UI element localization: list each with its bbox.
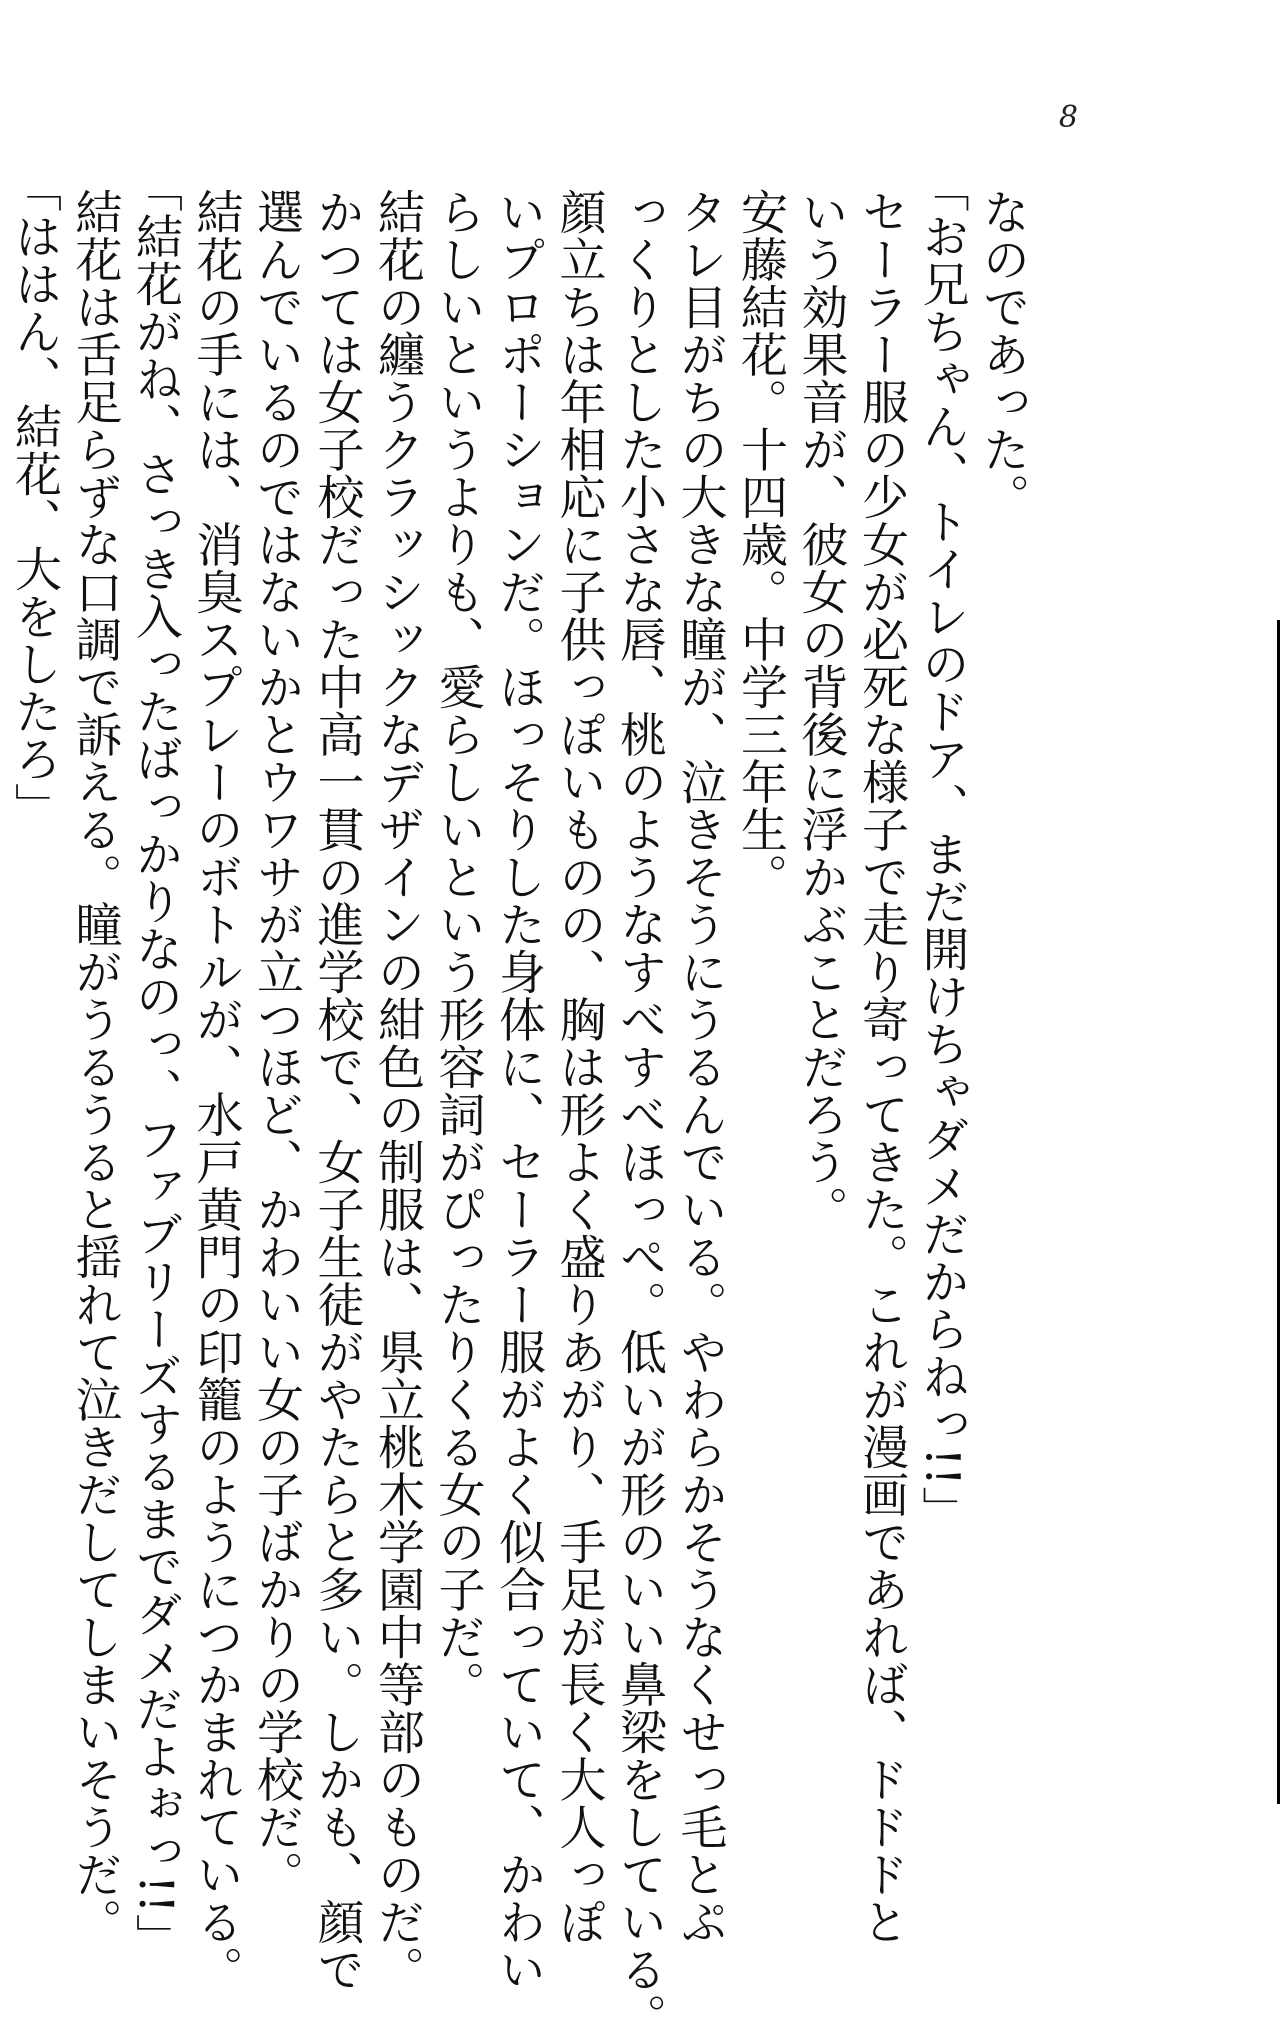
text-line: 結花の手には、消臭スプレーのボトルが、水戸黄門の印籠のようにつかまれている。 (188, 188, 244, 1993)
text-line: 「お兄ちゃん、トイレのドア、まだ開けちゃダメだからねっ!!」 (914, 164, 970, 1534)
text-line: 選んでいるのではないかとウワサが立つほど、かわいい女の子ばかりの学校だ。 (249, 188, 304, 1898)
text-line: らしいというよりも、愛らしいという形容詞がぴったりくる女の子だ。 (430, 188, 486, 1708)
text-line: いう効果音が、彼女の背後に浮かぶことだろう。 (793, 188, 849, 1233)
page-number: 8 (1058, 100, 1078, 135)
text-line: 「ははん、結花、大をしたろ」 (7, 164, 62, 830)
text-line: っくりとした小さな唇、桃のようなすべすべほっぺ。低いが形のいい鼻梁をしている。 (612, 188, 667, 2041)
text-line: セーラー服の少女が必死な様子で走り寄ってきた。これが漫画であれば、ドドドと (854, 188, 909, 1946)
text-line: 「結花がね、さっき入ったばっかりなのっ、ファブリーズするまでダメだよぉっ!!」 (128, 164, 183, 1961)
vertical-text-body (4, 164, 1033, 2041)
text-line: タレ目がちの大きな瞳が、泣きそうにうるんでいる。やわらかそうなくせっ毛とぷ (672, 188, 728, 1946)
text-line: 安藤結花。十四歳。中学三年生。 (733, 188, 788, 901)
text-line: いプロポーションだ。ほっそりした身体に、セーラー服がよく似合っていて、かわい (491, 188, 546, 1993)
text-line: なのであった。 (975, 188, 1030, 521)
text-line: かつては女子校だった中高一貫の進学校で、女子生徒がやたらと多い。しかも、顔で (309, 188, 365, 1993)
text-line: 結花の纏うクラッシックなデザインの紺色の制服は、県立桃木学園中等部のものだ。 (370, 188, 425, 1993)
text-line: 顔立ちは年相応に子供っぽいものの、胸は形よく盛りあがり、手足が長く大人っぽ (551, 188, 607, 1946)
text-line: 結花は舌足らずな口調で訴える。瞳がうるうると揺れて泣きだしてしまいそうだ。 (67, 188, 123, 1946)
